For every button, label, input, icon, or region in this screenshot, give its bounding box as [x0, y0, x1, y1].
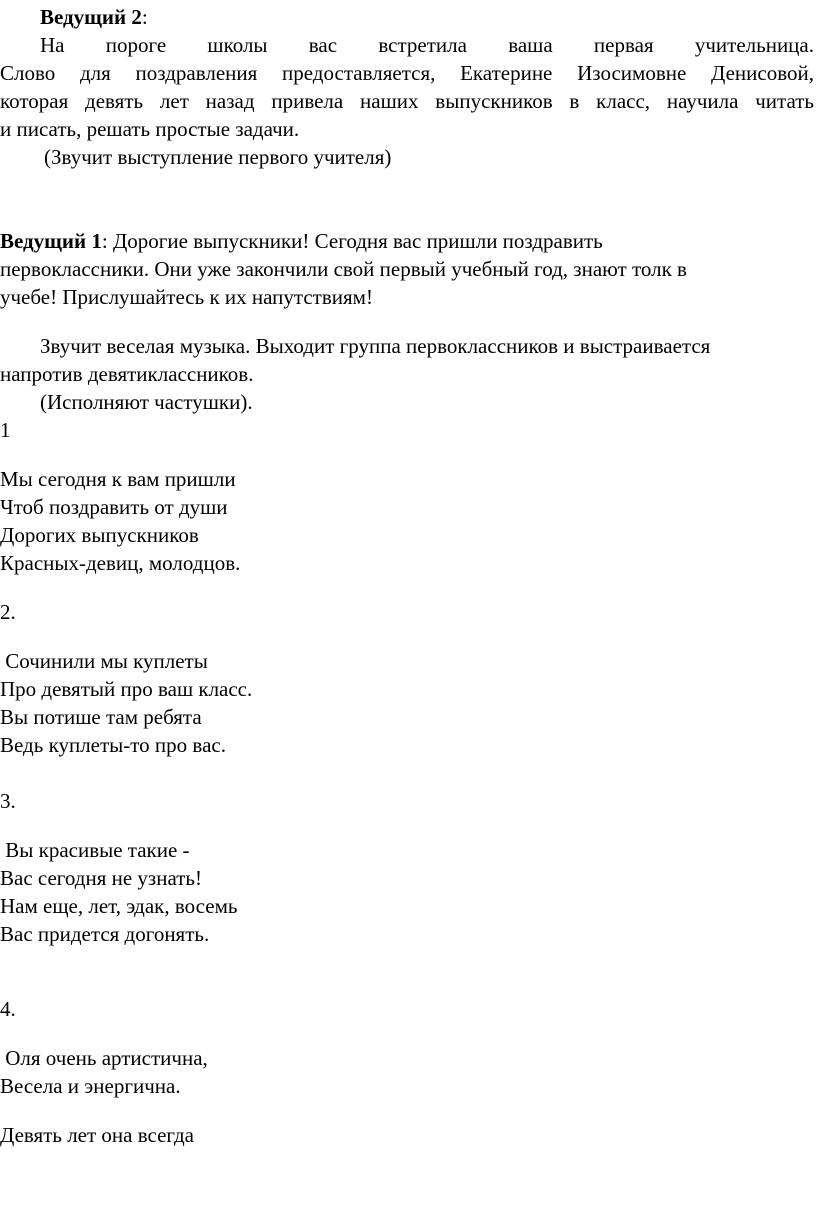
speaker-label: Ведущий 2 — [40, 5, 142, 29]
stage-direction: (Исполняют частушки). — [40, 390, 253, 414]
verse-line: Вы потише там ребята — [0, 705, 202, 729]
verse-line: Вы красивые такие - — [0, 838, 190, 862]
verse-line: Вас придется догонять. — [0, 922, 210, 946]
stage-direction: Звучит веселая музыка. Выходит группа первоклассников и выстраивается — [40, 334, 711, 358]
paragraph-line: и писать, решать простые задачи. — [0, 117, 300, 141]
paragraph-line: первоклассники. Они уже закончили свой первый учебный год, знают толк в — [0, 257, 687, 281]
verse-number: 2. — [0, 600, 16, 624]
verse-line: Оля очень артистична, — [0, 1046, 208, 1070]
paragraph-line: которая девять лет назад привела наших выпускников в класс, научила читать — [0, 89, 814, 113]
speaker-colon: : — [141, 5, 148, 29]
paragraph-line: учебе! Прислушайтесь к их напутствиям! — [0, 285, 373, 309]
speaker-text: : Дорогие выпускники! Сегодня вас пришли поздравить — [101, 229, 603, 253]
verse-line: Весела и энергична. — [0, 1074, 181, 1098]
verse-number: 4. — [0, 997, 16, 1021]
verse-line: Сочинили мы куплеты — [0, 649, 208, 673]
verse-line: Красных-девиц, молодцов. — [0, 551, 241, 575]
verse-line: Ведь куплеты-то про вас. — [0, 733, 226, 757]
verse-line: Про девятый про ваш класс. — [0, 677, 253, 701]
speaker-label: Ведущий 1 — [0, 229, 102, 253]
verse-number: 3. — [0, 789, 16, 813]
verse-line: Мы сегодня к вам пришли — [0, 467, 236, 491]
paragraph-line: На пороге школы вас встретила ваша первая учительница. — [40, 33, 814, 57]
speaker-line-1 — [40, 3, 148, 31]
stage-direction: (Звучит выступление первого учителя) — [44, 145, 392, 169]
verse-line: Вас сегодня не узнать! — [0, 866, 202, 890]
stage-direction: напротив девятиклассников. — [0, 362, 254, 386]
speaker-line-2 — [0, 227, 603, 255]
paragraph-line: Слово для поздравления предоставляется, Екатерине Изосимовне Денисовой, — [0, 61, 814, 85]
verse-line: Нам еще, лет, эдак, восемь — [0, 894, 238, 918]
verse-number: 1 — [0, 418, 11, 442]
verse-line: Девять лет она всегда — [0, 1123, 195, 1147]
verse-line: Чтоб поздравить от души — [0, 495, 228, 519]
verse-line: Дорогих выпускников — [0, 523, 199, 547]
